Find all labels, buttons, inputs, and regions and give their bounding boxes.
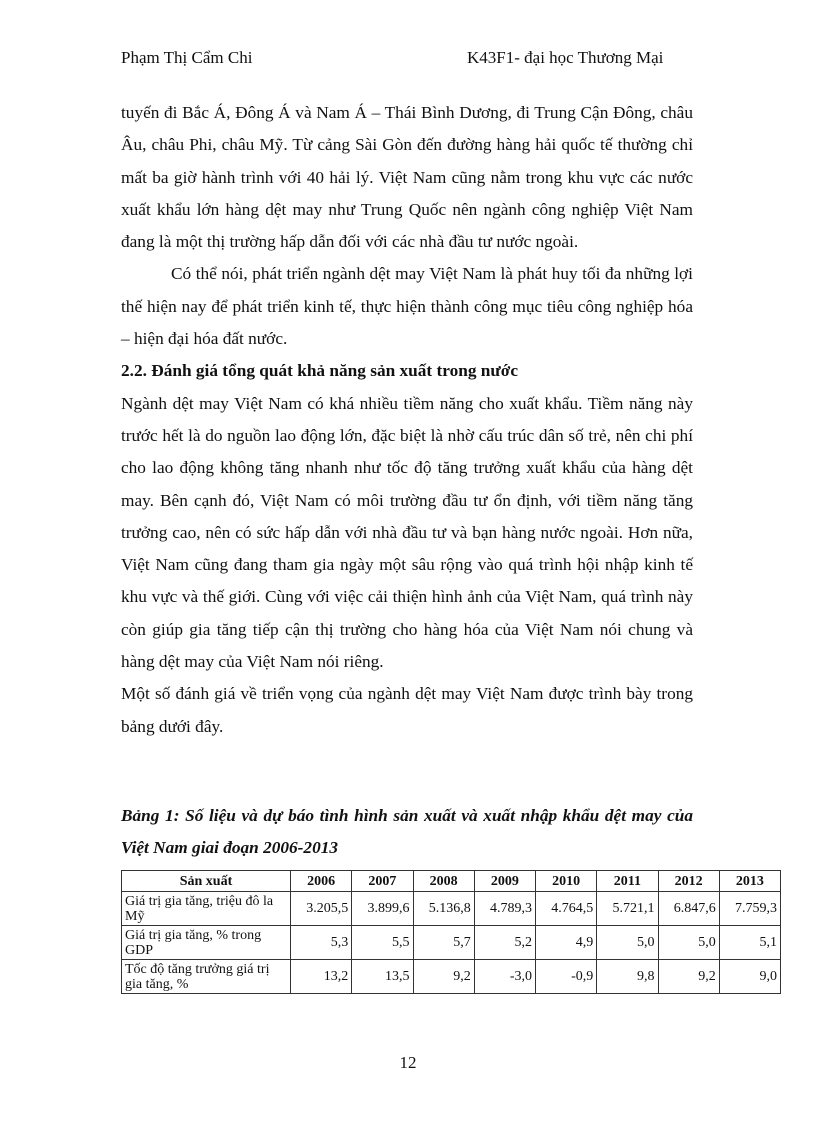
table-row	[122, 892, 781, 926]
table-row	[122, 960, 781, 994]
table-header-row	[122, 871, 781, 892]
table-cell: 5,0	[597, 926, 658, 960]
table-cell: 9,8	[597, 960, 658, 994]
table-header-cell: Sản xuất	[122, 871, 291, 892]
table-cell: 5,2	[474, 926, 535, 960]
table-row-label: Giá trị gia tăng, triệu đô la Mỹ	[122, 892, 291, 926]
table-cell: 13,2	[291, 960, 352, 994]
table-cell: 3.899,6	[352, 892, 413, 926]
table-cell: -3,0	[474, 960, 535, 994]
table-cell: 5.721,1	[597, 892, 658, 926]
table-header-cell: 2009	[474, 871, 535, 892]
table-cell: 4.789,3	[474, 892, 535, 926]
header-author: Phạm Thị Cẩm Chi	[121, 48, 253, 67]
table-caption: Bảng 1: Số liệu và dự báo tình hình sản xuất và xuất nhập khẩu dệt may của Việt Nam giai đoạn 2006-2013	[121, 806, 693, 858]
table-cell: 5,7	[413, 926, 474, 960]
table-header-cell: 2010	[536, 871, 597, 892]
table-header-cell: 2012	[658, 871, 719, 892]
paragraph-conclusion: Có thể nói, phát triển ngành dệt may Việt Nam là phát huy tối đa những lợi thế hiện nay để phát triển kinh tế, thực hiện thành công mục tiêu công nghiệp hóa – hiện đại hóa đất nước.	[121, 264, 693, 349]
table-cell: 5,1	[719, 926, 780, 960]
table-header-cell: 2006	[291, 871, 352, 892]
table-row	[122, 926, 781, 960]
table-cell: 5,5	[352, 926, 413, 960]
table-cell: 5,3	[291, 926, 352, 960]
paragraph-table-intro: Một số đánh giá về triển vọng của ngành dệt may Việt Nam được trình bày trong bảng dưới đây.	[121, 684, 693, 736]
table-cell: 7.759,3	[719, 892, 780, 926]
table-cell: 9,0	[719, 960, 780, 994]
header-class: K43F1- đại học Thương Mại	[467, 48, 664, 67]
table-cell: 13,5	[352, 960, 413, 994]
table-header-cell: 2011	[597, 871, 658, 892]
page-number: 12	[399, 1053, 417, 1072]
table-cell: 3.205,5	[291, 892, 352, 926]
table-cell: 6.847,6	[658, 892, 719, 926]
table-cell: -0,9	[536, 960, 597, 994]
document-body	[121, 97, 693, 743]
table-row-label: Tốc độ tăng trưởng giá trị gia tăng, %	[122, 960, 291, 994]
table-cell: 9,2	[413, 960, 474, 994]
table-header-cell: 2008	[413, 871, 474, 892]
table-cell: 5.136,8	[413, 892, 474, 926]
table-cell: 5,0	[658, 926, 719, 960]
section-heading: 2.2. Đánh giá tổng quát khả năng sản xuất trong nước	[121, 361, 519, 381]
table-header-cell: 2007	[352, 871, 413, 892]
production-table	[121, 870, 781, 994]
table-cell: 4.764,5	[536, 892, 597, 926]
paragraph-shipping-routes: tuyến đi Bắc Á, Đông Á và Nam Á – Thái Bình Dương, đi Trung Cận Đông, châu Âu, châu Phi, châu Mỹ. Từ cảng Sài Gòn đến đường hàng hải quốc tế thường chỉ mất ba giờ hành trình với 40 hải lý. Việt Nam cũng nằm trong khu vực các nước xuất khẩu lớn hàng dệt may như Trung Quốc nên ngành công nghiệp Việt Nam đang là một thị trường hấp dẫn đối với các nhà đầu tư nước ngoài.	[121, 103, 693, 252]
table-header-cell: 2013	[719, 871, 780, 892]
table-cell: 4,9	[536, 926, 597, 960]
table-cell: 9,2	[658, 960, 719, 994]
table-row-label: Giá trị gia tăng, % trong GDP	[122, 926, 291, 960]
paragraph-potential: Ngành dệt may Việt Nam có khá nhiều tiềm năng cho xuất khẩu. Tiềm năng này trước hết là do nguồn lao động lớn, đặc biệt là nhờ cấu trúc dân số trẻ, nên chi phí cho lao động không tăng nhanh như tốc độ tăng trưởng xuất khẩu của hàng dệt may. Bên cạnh đó, Việt Nam có môi trường đầu tư ổn định, với tiềm năng tăng trưởng cao, nên có sức hấp dẫn với nhà đầu tư và bạn hàng nước ngoài. Hơn nữa, Việt Nam cũng đang tham gia ngày một sâu rộng vào quá trình hội nhập kinh tế khu vực và thế giới. Cùng với việc cải thiện hình ảnh của Việt Nam, quá trình này còn giúp gia tăng tiếp cận thị trường cho hàng hóa của Việt Nam nói chung và hàng dệt may của Việt Nam nói riêng.	[121, 393, 693, 672]
